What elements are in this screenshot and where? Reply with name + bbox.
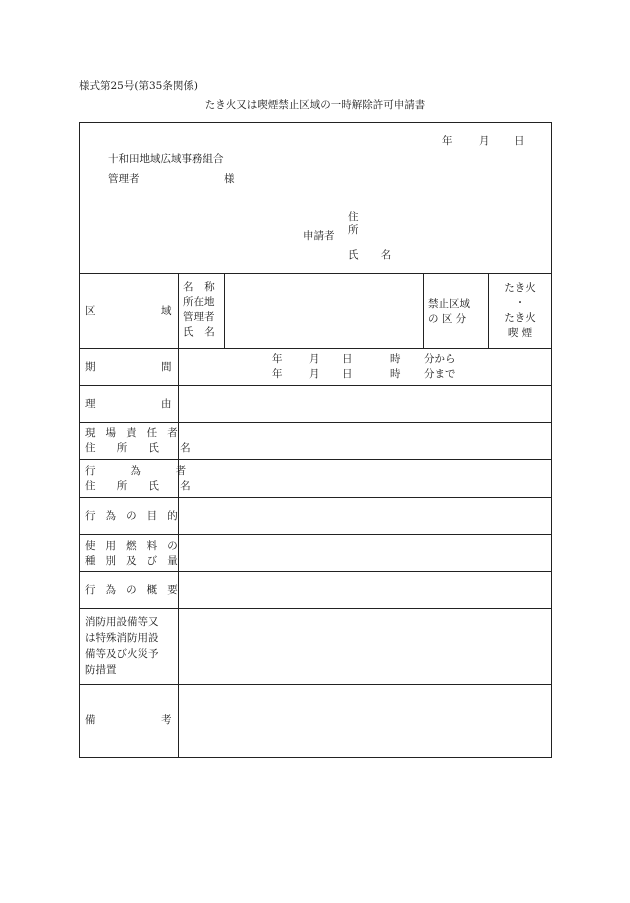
recipient-honorific: 様 [224, 173, 235, 185]
actor-label-1: 行 為 者 [85, 465, 202, 477]
area-label-right [161, 305, 172, 318]
period-char-1: 期 [85, 361, 96, 373]
area-category-line1: 禁止区域 [428, 298, 470, 310]
option-bonfire-2: たき火 [504, 312, 536, 324]
area-sub-location: 所在地 [183, 296, 215, 308]
period-to-year: 年 [272, 368, 283, 380]
area-sub-name: 名 称 [183, 281, 219, 293]
summary-label: 行 為 の 概 要 [85, 584, 182, 596]
recipient-organization: 十和田地域広域事務組合 [108, 153, 224, 165]
fire-label-2: は特殊消防用設 [85, 632, 159, 644]
divider-header [79, 273, 552, 274]
remarks-char-1: 備 [85, 714, 96, 726]
option-bonfire: たき火 [504, 282, 536, 294]
applicant-address-label [348, 211, 382, 236]
option-separator: ・ [514, 297, 526, 309]
remarks-label-left [85, 714, 96, 727]
reason-char-2: 由 [161, 398, 172, 410]
option-smoking: 喫 煙 [507, 327, 533, 339]
date-month: 月 [479, 135, 490, 147]
area-label-char-2: 域 [161, 305, 172, 317]
area-sub-manager: 管理者 [183, 311, 215, 323]
fire-label-1: 消防用設備等又 [85, 616, 159, 628]
divider-fuel [79, 571, 552, 572]
area-category-divider [423, 273, 424, 348]
applicant-label: 申請者 [303, 230, 335, 242]
applicant-name-label: 氏 名 [348, 249, 401, 261]
period-to-minute: 分まで [424, 368, 456, 380]
divider-site-manager [79, 459, 552, 460]
divider-summary [79, 608, 552, 609]
site-manager-label-1: 現 場 責 任 者 [85, 427, 182, 439]
date-day: 日 [514, 135, 525, 147]
reason-label-right [161, 398, 172, 411]
area-sub-divider [224, 273, 225, 348]
purpose-label: 行 為 の 目 的 [85, 510, 182, 522]
divider-reason [79, 422, 552, 423]
divider-area [79, 348, 552, 349]
reason-char-1: 理 [85, 398, 96, 410]
site-manager-label-2: 住 所 氏 名 [85, 442, 200, 454]
area-label-char-1: 区 [85, 305, 96, 317]
divider-period [79, 385, 552, 386]
period-to-day: 日 [342, 368, 353, 380]
area-label-left [85, 305, 96, 318]
form-number: 様式第25号(第35条関係) [79, 80, 198, 92]
remarks-label-right [161, 714, 172, 727]
period-from-month: 月 [309, 353, 320, 365]
period-label-right [161, 361, 172, 374]
divider-fire [79, 684, 552, 685]
applicant-address-text: 住 所 [348, 211, 368, 236]
period-from-minute: 分から [424, 353, 456, 365]
fire-label-4: 防措置 [85, 664, 117, 676]
period-to-hour: 時 [390, 368, 401, 380]
period-from-hour: 時 [390, 353, 401, 365]
divider-purpose [79, 534, 552, 535]
period-to-month: 月 [309, 368, 320, 380]
fire-label-3: 備等及び火災予 [85, 648, 159, 660]
period-from-year: 年 [272, 353, 283, 365]
form-title: たき火又は喫煙禁止区域の一時解除許可申請書 [204, 99, 426, 111]
date-year: 年 [442, 135, 453, 147]
period-from-day: 日 [342, 353, 353, 365]
period-char-2: 間 [161, 361, 172, 373]
area-category-line2: の 区 分 [428, 313, 467, 325]
divider-actor [79, 497, 552, 498]
remarks-char-2: 考 [161, 714, 172, 726]
recipient-manager: 管理者 [108, 173, 140, 185]
application-form-table [79, 122, 552, 758]
actor-label-2: 住 所 氏 名 [85, 480, 200, 492]
area-sub-person-name: 氏 名 [183, 326, 219, 338]
fuel-label-1: 使 用 燃 料 の [85, 540, 182, 552]
period-label-left [85, 361, 96, 374]
reason-label-left [85, 398, 96, 411]
fuel-label-2: 種 別 及 び 量 [85, 555, 182, 567]
